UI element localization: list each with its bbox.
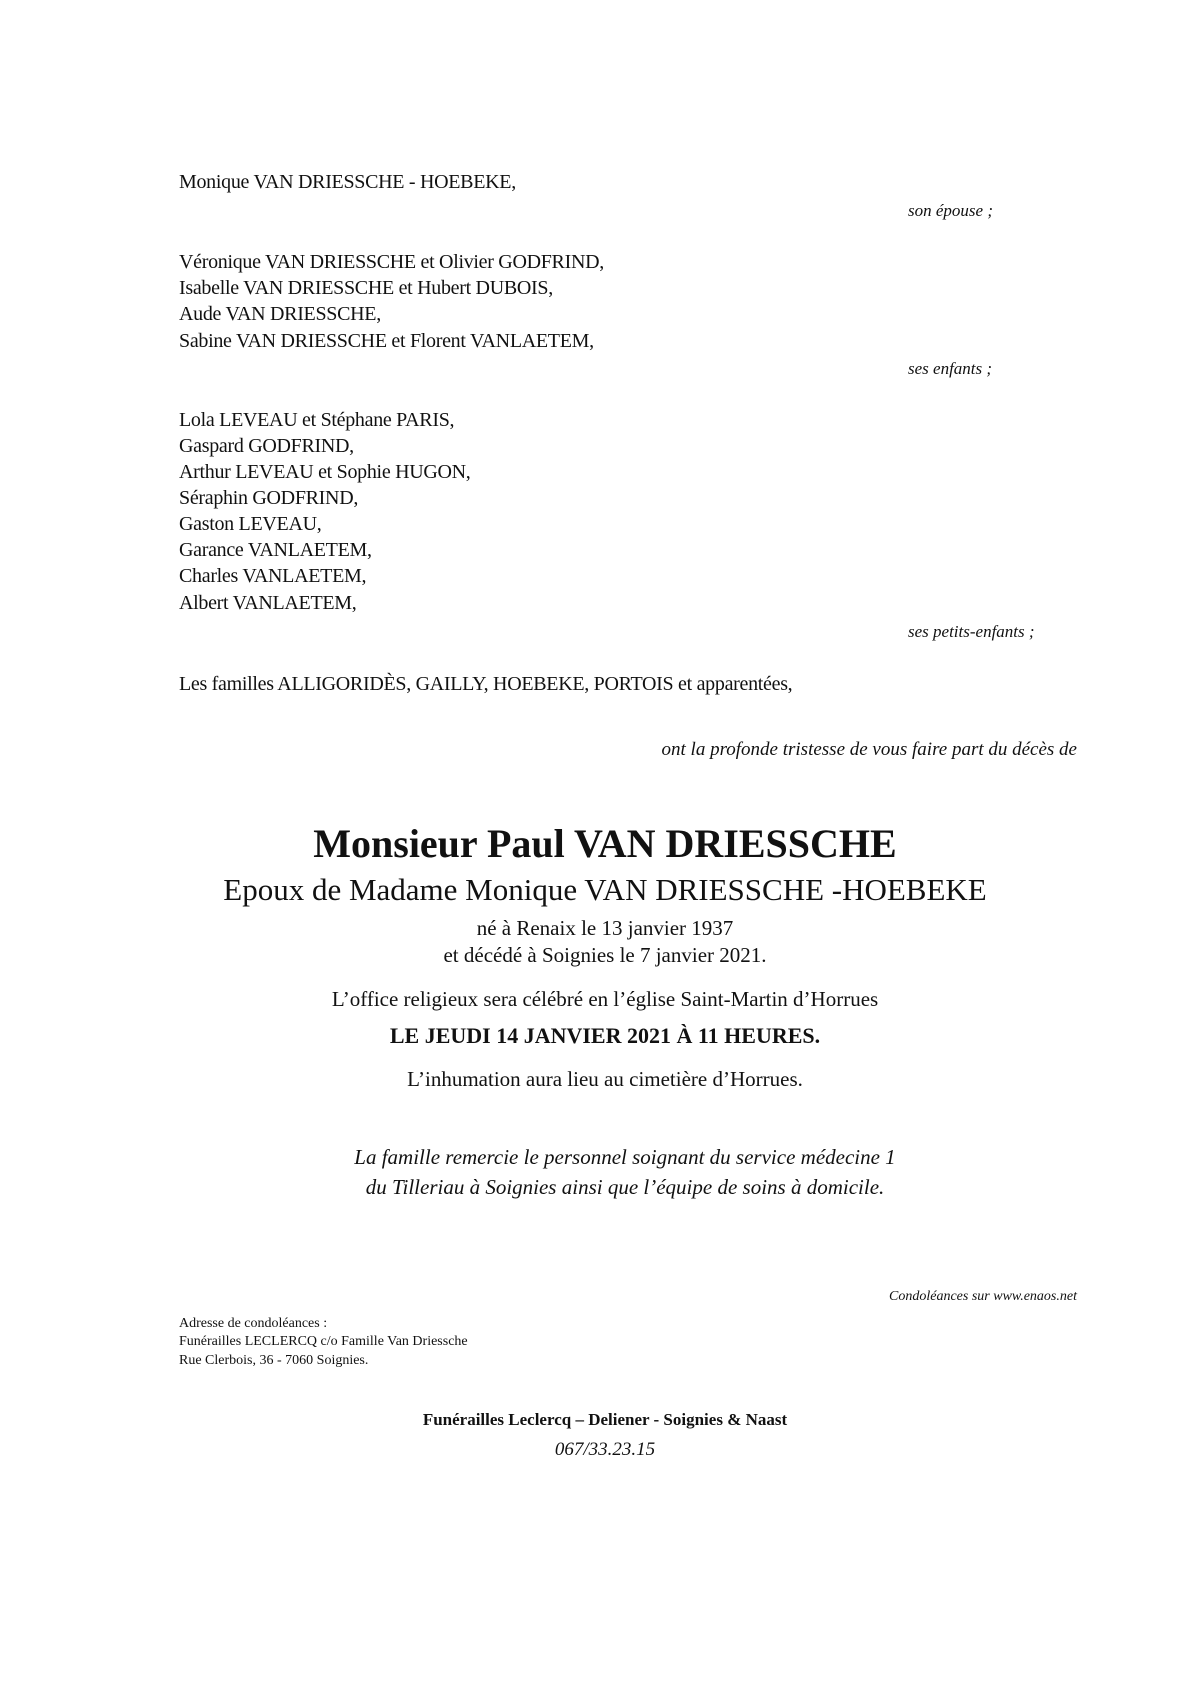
grandchild-name: Garance VANLAETEM, [179, 539, 372, 561]
address-line: Adresse de condoléances : [179, 1316, 328, 1331]
ceremony-date: LE JEUDI 14 JANVIER 2021 À 11 HEURES. [389, 1023, 821, 1048]
burial-line: L’inhumation aura lieu au cimetière d’Horrues. [407, 1067, 803, 1091]
office-line: L’office religieux sera célébré en l’église Saint-Martin d’Horrues [331, 987, 879, 1011]
funeral-home-name: Funérailles Leclercq – Deliener - Soignies & Naast [422, 1410, 788, 1429]
death-line: et décédé à Soignies le 7 janvier 2021. [443, 943, 767, 967]
grandchild-name: Arthur LEVEAU et Sophie HUGON, [179, 461, 471, 483]
grandchild-name: Lola LEVEAU et Stéphane PARIS, [179, 409, 455, 431]
funeral-home-phone: 067/33.23.15 [554, 1439, 656, 1460]
thanks-line: La famille remercie le personnel soignant du service médecine 1 [354, 1145, 896, 1169]
deceased-spouse-line: Epoux de Madame Monique VAN DRIESSCHE -HOEBEKE [223, 872, 987, 907]
thanks-line: du Tilleriau à Soignies ainsi que l’équipe de soins à domicile. [365, 1175, 885, 1199]
spouse-role: son épouse ; [908, 201, 993, 220]
deceased-name: Monsieur Paul VAN DRIESSCHE [313, 821, 897, 866]
child-name: Sabine VAN DRIESSCHE et Florent VANLAETEM, [179, 330, 594, 352]
child-name: Aude VAN DRIESSCHE, [179, 303, 381, 325]
grandchildren-role: ses petits-enfants ; [908, 622, 1035, 641]
online-condolences: Condoléances sur www.enaos.net [889, 1289, 1077, 1304]
grandchild-name: Charles VANLAETEM, [179, 565, 367, 587]
grandchild-name: Gaston LEVEAU, [179, 513, 322, 535]
child-name: Isabelle VAN DRIESSCHE et Hubert DUBOIS, [179, 277, 553, 299]
grandchild-name: Albert VANLAETEM, [179, 592, 357, 614]
announcement: ont la profonde tristesse de vous faire part du décès de [661, 739, 1077, 760]
spouse-name: Monique VAN DRIESSCHE - HOEBEKE, [179, 171, 516, 193]
children-role: ses enfants ; [908, 359, 993, 378]
address-line: Funérailles LECLERCQ c/o Famille Van Driessche [179, 1334, 468, 1349]
grandchild-name: Gaspard GODFRIND, [179, 435, 354, 457]
families-line: Les familles ALLIGORIDÈS, GAILLY, HOEBEKE, PORTOIS et apparentées, [179, 673, 793, 695]
child-name: Véronique VAN DRIESSCHE et Olivier GODFRIND, [179, 251, 604, 273]
address-line: Rue Clerbois, 36 - 7060 Soignies. [179, 1353, 369, 1368]
birth-line: né à Renaix le 13 janvier 1937 [476, 916, 734, 940]
grandchild-name: Séraphin GODFRIND, [179, 487, 359, 509]
